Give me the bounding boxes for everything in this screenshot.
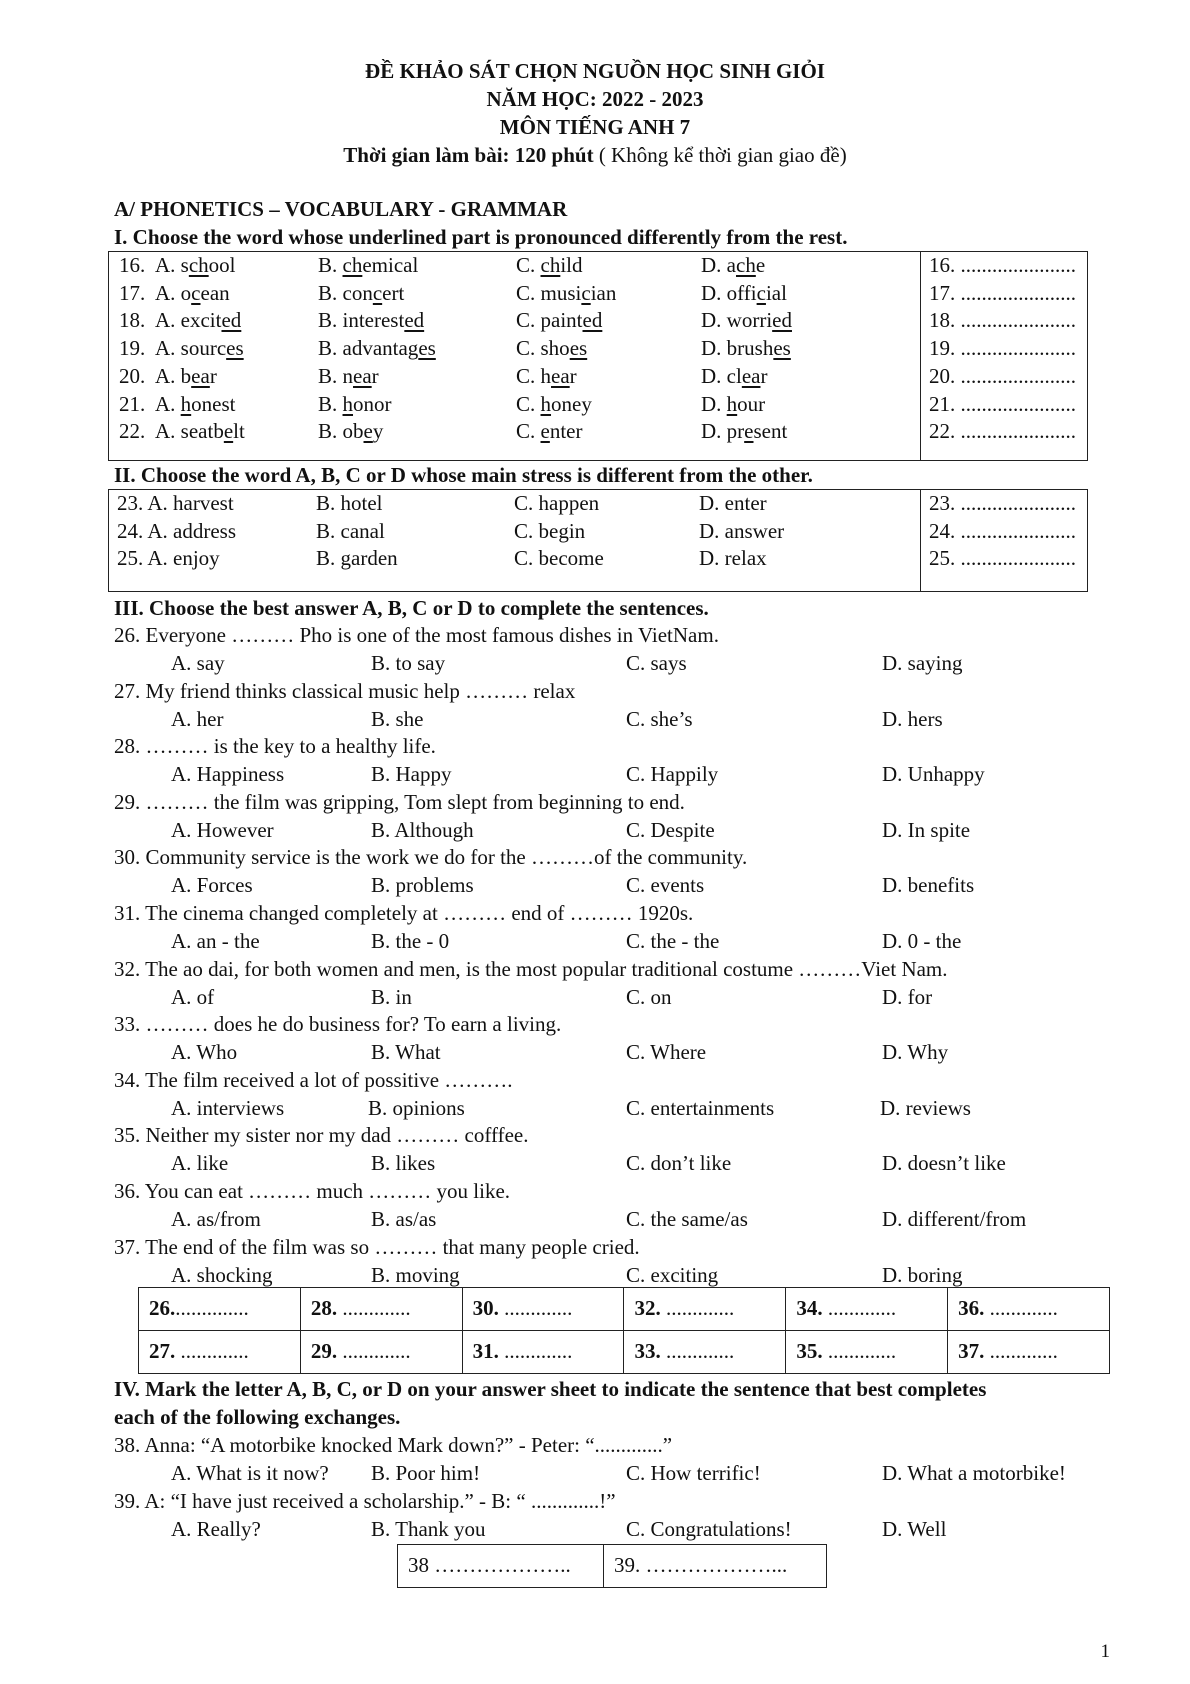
option-text: A. sourc — [155, 336, 227, 361]
option-text: ial — [765, 280, 787, 305]
part3-answer-grid — [138, 1287, 1110, 1374]
underlined-part: e — [540, 419, 550, 444]
answer-number: 37. — [958, 1339, 985, 1364]
question-stem: 39. A: “I have just received a scholarship.” - B: “ .............!” — [114, 1489, 616, 1513]
option-a[interactable]: A. shocking — [171, 1262, 273, 1287]
option-a[interactable]: 23. A. harvest — [117, 491, 234, 515]
option-a[interactable]: A. of — [171, 984, 215, 1009]
option-text: C. musi — [516, 280, 582, 305]
answer-dots: ............. — [822, 1296, 897, 1321]
section-a-heading: A/ PHONETICS – VOCABULARY - GRAMMAR — [114, 197, 568, 221]
option-text: D. worri — [701, 308, 773, 333]
part2-divider — [920, 489, 921, 592]
option-text: D. — [701, 391, 727, 416]
answer-blank[interactable]: 21. ...................... — [929, 391, 1076, 416]
option-a[interactable]: A. like — [171, 1151, 229, 1176]
part1-heading: I. Choose the word whose underlined part is pronounced differently from the rest. — [114, 225, 848, 249]
option-b[interactable]: B. opinions — [368, 1095, 465, 1120]
question-stem: 30. Community service is the work we do for the ………of the community. — [114, 845, 748, 870]
answer-number: 27. — [149, 1339, 176, 1364]
option-text: r — [569, 363, 577, 388]
option-a[interactable] — [155, 307, 241, 334]
option-d[interactable]: D. Unhappy — [882, 762, 985, 787]
option-a[interactable]: A. an - the — [171, 929, 260, 953]
part2-heading: II. Choose the word A, B, C or D whose main stress is different from the other. — [114, 463, 813, 487]
option-b[interactable]: B. Happy — [371, 762, 452, 787]
option-c[interactable]: C. Where — [626, 1040, 707, 1065]
option-a[interactable]: 25. A. enjoy — [117, 546, 220, 571]
option-text: D. cl — [701, 363, 742, 388]
option-d[interactable]: D. different/from — [882, 1207, 1027, 1231]
option-d[interactable]: D. hers — [882, 706, 943, 731]
underlined-part: ed — [221, 308, 242, 333]
school-year: NĂM HỌC: 2022 - 2023 — [486, 87, 704, 111]
option-text: A. excit — [155, 308, 222, 333]
option-text: B. — [318, 253, 343, 277]
option-text: r — [760, 363, 768, 388]
answer-blank[interactable]: 25. ...................... — [929, 546, 1076, 571]
answer-number: 28. — [310, 1296, 338, 1321]
option-text: r — [209, 363, 217, 388]
answer-cell[interactable] — [786, 1288, 948, 1331]
option-d[interactable] — [701, 252, 765, 279]
answer-blank[interactable]: 22. ...................... — [929, 419, 1076, 444]
option-a[interactable] — [155, 418, 245, 445]
option-c[interactable] — [516, 363, 577, 390]
underlined-part: c — [581, 280, 591, 305]
option-a[interactable] — [155, 391, 236, 418]
option-c[interactable]: C. on — [626, 984, 672, 1009]
answer-dots: ............. — [660, 1339, 735, 1364]
option-b[interactable]: B. as/as — [371, 1207, 437, 1231]
option-c[interactable]: C. happen — [514, 491, 600, 515]
answer-dots: ............. — [498, 1339, 573, 1364]
question-stem: 36. You can eat ……… much ……… you like. — [114, 1179, 511, 1203]
option-b[interactable] — [318, 418, 383, 445]
option-a[interactable] — [155, 252, 236, 279]
option-c[interactable] — [516, 391, 592, 418]
time-allowed — [0, 142, 1190, 169]
question-stem: 38. Anna: “A motorbike knocked Mark down?” - Peter: “.............” — [114, 1433, 673, 1457]
answer-cell[interactable] — [300, 1331, 462, 1374]
option-d[interactable] — [701, 307, 792, 334]
time-bold: Thời gian làm bài: 120 phút — [343, 143, 594, 167]
question-number: 19. — [119, 336, 146, 361]
option-d[interactable]: D. answer — [699, 518, 785, 543]
option-b[interactable]: B. canal — [316, 518, 385, 543]
underlined-part: es — [773, 336, 791, 361]
answer-number: 35. — [796, 1339, 823, 1364]
option-a[interactable] — [155, 280, 230, 307]
underlined-part: ch — [342, 253, 363, 277]
answer-number: 30. — [472, 1296, 499, 1321]
answer-blank[interactable]: 17. ...................... — [929, 280, 1076, 305]
option-b[interactable]: B. in — [371, 984, 412, 1009]
option-text: D. offi — [701, 280, 757, 305]
underlined-part: ea — [741, 363, 761, 388]
option-a[interactable]: A. say — [171, 651, 225, 675]
option-d[interactable]: D. Well — [882, 1517, 947, 1541]
part4-heading-line1: IV. Mark the letter A, B, C, or D on your answer sheet to indicate the sentence that best completes — [114, 1377, 987, 1401]
page-number: 1 — [1100, 1641, 1110, 1662]
answer-dots: ............. — [337, 1339, 411, 1364]
part4-answer-grid — [397, 1544, 827, 1588]
option-c[interactable]: C. she’s — [626, 706, 693, 731]
answer-dots: ............. — [984, 1339, 1058, 1364]
question-stem: 34. The film received a lot of possitive ………. — [114, 1067, 513, 1092]
option-text: D. brush — [701, 336, 774, 361]
option-c[interactable] — [516, 335, 587, 362]
option-b[interactable]: B. likes — [371, 1151, 436, 1176]
option-c[interactable]: C. become — [514, 546, 604, 571]
answer-39[interactable]: 39. ………………... — [604, 1545, 827, 1588]
option-text: ild — [560, 253, 583, 277]
option-text: our — [737, 391, 766, 416]
option-c[interactable]: C. says — [626, 651, 687, 675]
part4-heading-line2: each of the following exchanges. — [114, 1405, 401, 1429]
answer-number: 33. — [634, 1339, 661, 1364]
answer-cell[interactable] — [462, 1331, 624, 1374]
option-c[interactable]: C. exciting — [626, 1262, 719, 1287]
option-d[interactable]: D. Why — [882, 1040, 949, 1065]
subject: MÔN TIẾNG ANH 7 — [499, 115, 691, 139]
underlined-part: e — [223, 419, 234, 444]
option-d[interactable] — [701, 335, 791, 362]
option-d[interactable]: D. benefits — [882, 873, 975, 898]
option-text: nter — [549, 419, 583, 444]
underlined-part: e — [363, 419, 373, 444]
question-stem: 31. The cinema changed completely at ……… end of ……… 1920s. — [114, 901, 694, 925]
underlined-part: ea — [353, 363, 372, 388]
answer-dots: ............. — [984, 1296, 1058, 1321]
option-a[interactable] — [155, 335, 244, 362]
option-b[interactable]: B. What — [371, 1040, 441, 1065]
underlined-part: h — [726, 391, 738, 416]
question-stem: 33. ……… does he do business for? To earn a living. — [114, 1012, 562, 1037]
option-b[interactable] — [318, 280, 404, 307]
option-text: ian — [590, 280, 617, 305]
underlined-part: ed — [404, 308, 425, 333]
underlined-part: ea — [551, 363, 570, 388]
answer-number: 34. — [796, 1296, 823, 1321]
option-d[interactable]: D. for — [882, 984, 933, 1009]
option-d[interactable]: D. boring — [882, 1262, 963, 1287]
option-c[interactable]: C. Congratulations! — [626, 1517, 792, 1541]
option-c[interactable]: C. begin — [514, 518, 586, 543]
question-number: 20. — [119, 363, 146, 388]
option-a[interactable]: A. Forces — [171, 873, 253, 898]
underlined-part: h — [180, 391, 192, 416]
answer-blank[interactable]: 18. ...................... — [929, 308, 1076, 333]
answer-number: 32. — [634, 1296, 661, 1321]
question-number: 17. — [119, 280, 146, 305]
option-d[interactable] — [701, 363, 767, 390]
option-text: y — [372, 419, 384, 444]
question-number: 18. — [119, 308, 146, 333]
answer-blank[interactable]: 20. ...................... — [929, 363, 1076, 388]
option-b[interactable]: B. garden — [316, 546, 398, 571]
answer-blank[interactable]: 24. ...................... — [929, 518, 1076, 543]
option-c[interactable] — [516, 252, 583, 279]
option-text: C. — [516, 419, 541, 444]
option-c[interactable]: C. the - the — [626, 929, 720, 953]
option-d[interactable]: D. doesn’t like — [882, 1151, 1006, 1176]
answer-blank[interactable]: 23. ...................... — [929, 491, 1076, 515]
time-note: ( Không kể thời gian giao đề) — [593, 143, 847, 167]
underlined-part: ch — [188, 253, 209, 277]
underlined-part: c — [191, 280, 201, 305]
answer-blank[interactable]: 19. ...................... — [929, 336, 1076, 361]
option-text: sent — [753, 419, 788, 444]
option-text: onor — [353, 391, 392, 416]
option-text: ert — [382, 280, 405, 305]
question-stem: 26. Everyone ……… Pho is one of the most famous dishes in VietNam. — [114, 623, 719, 647]
part4-answer-row — [398, 1545, 827, 1588]
option-b[interactable] — [318, 391, 392, 418]
question-stem: 27. My friend thinks classical music help ……… relax — [114, 678, 576, 703]
underlined-part: ch — [540, 253, 561, 277]
option-a[interactable]: A. Happiness — [171, 762, 285, 787]
option-a[interactable]: A. her — [171, 706, 224, 731]
option-c[interactable]: C. the same/as — [626, 1207, 748, 1231]
answer-dots: ............. — [822, 1339, 897, 1364]
option-text: emical — [362, 253, 419, 277]
underlined-part: ed — [772, 308, 792, 333]
question-stem: 28. ……… is the key to a healthy life. — [114, 734, 436, 759]
answer-number: 26. — [149, 1296, 176, 1321]
underlined-part: c — [756, 280, 766, 305]
option-text: C. — [516, 391, 541, 416]
option-text: B. interest — [318, 308, 405, 333]
option-a[interactable]: A. What is it now? — [171, 1461, 329, 1485]
answer-dots: .............. — [175, 1296, 249, 1321]
answer-number: 29. — [310, 1339, 338, 1364]
underlined-part: h — [342, 391, 354, 416]
option-b[interactable]: B. Although — [371, 817, 474, 842]
option-d[interactable] — [701, 280, 787, 307]
answer-number: 31. — [472, 1339, 499, 1364]
answer-cell[interactable] — [624, 1331, 786, 1374]
answer-dots: ............. — [175, 1339, 249, 1364]
option-c[interactable]: C. entertainments — [626, 1095, 775, 1120]
option-text: C. — [516, 253, 541, 277]
question-number: 21. — [119, 391, 146, 416]
option-d[interactable]: D. reviews — [880, 1095, 971, 1120]
option-a[interactable]: A. Who — [171, 1040, 238, 1065]
option-d[interactable]: D. saying — [882, 651, 963, 675]
answer-cell[interactable] — [300, 1288, 462, 1331]
answer-dots: ............. — [498, 1296, 573, 1321]
option-b[interactable]: B. she — [371, 706, 424, 731]
option-text: lt — [233, 419, 245, 444]
option-b[interactable] — [318, 363, 379, 390]
answer-cell[interactable] — [786, 1331, 948, 1374]
option-b[interactable]: B. Poor him! — [371, 1461, 481, 1485]
option-b[interactable] — [318, 252, 418, 279]
option-text: B. n — [318, 363, 354, 388]
option-c[interactable] — [516, 418, 583, 445]
answer-blank[interactable]: 16. ...................... — [929, 253, 1076, 277]
underlined-part: es — [569, 336, 588, 361]
underlined-part: es — [226, 336, 244, 361]
option-text: r — [371, 363, 379, 388]
question-number: 16. — [119, 253, 146, 277]
answer-cell[interactable] — [624, 1288, 786, 1331]
underlined-part: ch — [736, 253, 756, 277]
question-number: 22. — [119, 419, 146, 444]
option-text: B. ob — [318, 419, 364, 444]
option-text: ean — [200, 280, 230, 305]
option-a[interactable]: A. However — [171, 817, 274, 842]
question-stem: 37. The end of the film was so ……… that many people cried. — [114, 1234, 640, 1259]
option-b[interactable] — [318, 307, 424, 334]
option-text: C. paint — [516, 308, 583, 333]
answer-cell[interactable] — [948, 1331, 1110, 1374]
option-d[interactable]: D. 0 - the — [882, 929, 962, 953]
option-text: oney — [551, 391, 592, 416]
option-text: B. con — [318, 280, 373, 305]
option-text: A. seatb — [155, 419, 224, 444]
underlined-part: h — [540, 391, 552, 416]
option-b[interactable]: B. Thank you — [371, 1517, 486, 1541]
option-text: C. sho — [516, 336, 570, 361]
option-text: D. pr — [701, 419, 745, 444]
answer-dots: ............. — [660, 1296, 735, 1321]
underlined-part: es — [418, 336, 436, 361]
option-c[interactable]: C. Despite — [626, 817, 715, 842]
option-a[interactable]: A. as/from — [171, 1207, 261, 1231]
underlined-part: c — [372, 280, 383, 305]
option-a[interactable]: 24. A. address — [117, 518, 236, 543]
option-d[interactable] — [701, 391, 765, 418]
question-stem: 32. The ao dai, for both women and men, is the most popular traditional costume ………Viet Nam. — [114, 956, 948, 981]
option-c[interactable] — [516, 307, 602, 334]
option-b[interactable]: B. moving — [371, 1262, 460, 1287]
option-text: A. s — [155, 253, 189, 277]
underlined-part: ea — [191, 363, 210, 388]
option-b[interactable]: B. hotel — [316, 491, 383, 515]
option-a[interactable]: A. interviews — [171, 1095, 285, 1120]
answer-cell[interactable] — [139, 1331, 301, 1374]
part3-heading: III. Choose the best answer A, B, C or D to complete the sentences. — [114, 596, 709, 620]
question-stem: 35. Neither my sister nor my dad ……… cofffee. — [114, 1123, 529, 1148]
option-text: A. b — [155, 363, 192, 388]
answer-cell[interactable] — [948, 1288, 1110, 1331]
option-d[interactable]: D. relax — [699, 546, 767, 571]
answer-row-1 — [139, 1288, 1110, 1331]
answer-dots: ............. — [337, 1296, 411, 1321]
exam-title: ĐỀ KHẢO SÁT CHỌN NGUỒN HỌC SINH GIỎI — [365, 59, 825, 83]
option-b[interactable]: B. to say — [371, 651, 446, 675]
option-text: ool — [208, 253, 236, 277]
option-d[interactable]: D. What a motorbike! — [882, 1461, 1066, 1485]
answer-number: 36. — [958, 1296, 985, 1321]
option-a[interactable] — [155, 363, 217, 390]
option-text: C. h — [516, 363, 552, 388]
option-d[interactable]: D. enter — [699, 491, 767, 515]
underlined-part: e — [744, 419, 754, 444]
option-b[interactable]: B. the - 0 — [371, 929, 450, 953]
option-d[interactable]: D. In spite — [882, 817, 971, 842]
option-text: A. — [155, 391, 181, 416]
underlined-part: ed — [582, 308, 603, 333]
part1-divider — [920, 251, 921, 461]
answer-row-2 — [139, 1331, 1110, 1374]
answer-38[interactable]: 38 ……………….. — [398, 1545, 604, 1588]
answer-cell[interactable] — [462, 1288, 624, 1331]
option-a[interactable]: A. Really? — [171, 1517, 261, 1541]
option-b[interactable] — [318, 335, 436, 362]
option-text: onest — [191, 391, 236, 416]
option-c[interactable]: C. Happily — [626, 762, 719, 787]
option-c[interactable]: C. don’t like — [626, 1151, 732, 1176]
option-text: A. o — [155, 280, 192, 305]
option-c[interactable] — [516, 280, 616, 307]
question-stem: 29. ……… the film was gripping, Tom slept from beginning to end. — [114, 789, 685, 814]
option-b[interactable]: B. problems — [371, 873, 474, 898]
option-c[interactable]: C. events — [626, 873, 705, 898]
answer-cell[interactable] — [139, 1288, 301, 1331]
option-c[interactable]: C. How terrific! — [626, 1461, 761, 1485]
option-text: B. advantag — [318, 336, 419, 361]
option-text: B. — [318, 391, 343, 416]
option-d[interactable] — [701, 418, 787, 445]
option-text: D. a — [701, 253, 736, 277]
option-text: e — [755, 253, 766, 277]
